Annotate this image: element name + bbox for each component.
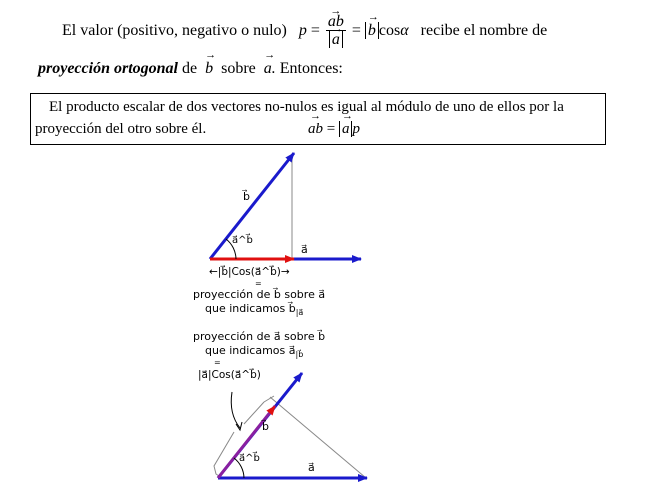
angle-label-fig2: a⃗^b⃗ (239, 453, 260, 464)
a-vector-2: → a. (264, 60, 276, 78)
p-symbol-box: p (352, 121, 360, 137)
desc1-fig1: proyección de b⃗ sobre a⃗ (193, 288, 326, 301)
cos-text: cos (378, 22, 401, 40)
alpha-symbol: α (400, 22, 409, 40)
perpendicular-line-2 (270, 397, 366, 478)
equals-sign-box: = (326, 121, 336, 137)
desc2-text-fig1: que indicamos b⃗ (205, 302, 296, 315)
equals-fig2: = (214, 358, 221, 367)
label-b-fig1: b⃗ (243, 190, 250, 203)
angle-label-fig1: a⃗^b⃗ (232, 235, 253, 246)
callout-pointer (231, 392, 240, 428)
projection-label-fig1: ←|b⃗|Cos(a⃗^b⃗)→ (209, 266, 290, 278)
de-text: de (182, 60, 198, 77)
equals-sign: = (310, 22, 320, 40)
a-vector: → a (332, 31, 340, 49)
intro-tail: recibe el nombre de (420, 22, 548, 40)
b-vector-2: → b (205, 60, 213, 78)
desc2-fig2 (205, 344, 303, 359)
a-vector-box: → a (342, 121, 350, 138)
desc1-fig2: proyección de a⃗ sobre b⃗ (193, 330, 326, 343)
b-vector: → b (368, 22, 376, 40)
projection-arrow-2 (218, 406, 275, 478)
theorem-line-2: proyección del otro sobre él. (35, 121, 207, 137)
equals-sign-2: = (351, 22, 361, 40)
desc2-fig1 (205, 302, 303, 317)
projection-bracket (214, 396, 274, 478)
desc2-sub-fig1: |a⃗ (295, 308, 304, 318)
label-a-fig1: a⃗ (301, 243, 308, 256)
desc2-sub-fig2: |b⃗ (295, 350, 304, 360)
ab-vector-box: → ab (308, 121, 323, 138)
desc2-text-fig2: que indicamos a⃗ (205, 344, 296, 357)
label-b-fig2: b⃗ (262, 420, 269, 433)
term-proyeccion-ortogonal: proyección ortogonal (38, 60, 178, 77)
p-symbol: p (298, 22, 307, 40)
ab-vector: → ab (328, 14, 344, 30)
theorem-line-1: El producto escalar de dos vectores no-nulos es igual al módulo de uno de ellos por la (49, 99, 564, 115)
sobre-text: sobre (221, 60, 256, 77)
label-a-fig2: a⃗ (308, 461, 315, 474)
projection-label-fig2: |a⃗|Cos(a⃗^b⃗) (198, 369, 261, 381)
equals-fig1: = (255, 279, 262, 288)
intro-text: El valor (positivo, negativo o nulo) (62, 22, 287, 40)
entonces-text: Entonces: (279, 60, 343, 77)
